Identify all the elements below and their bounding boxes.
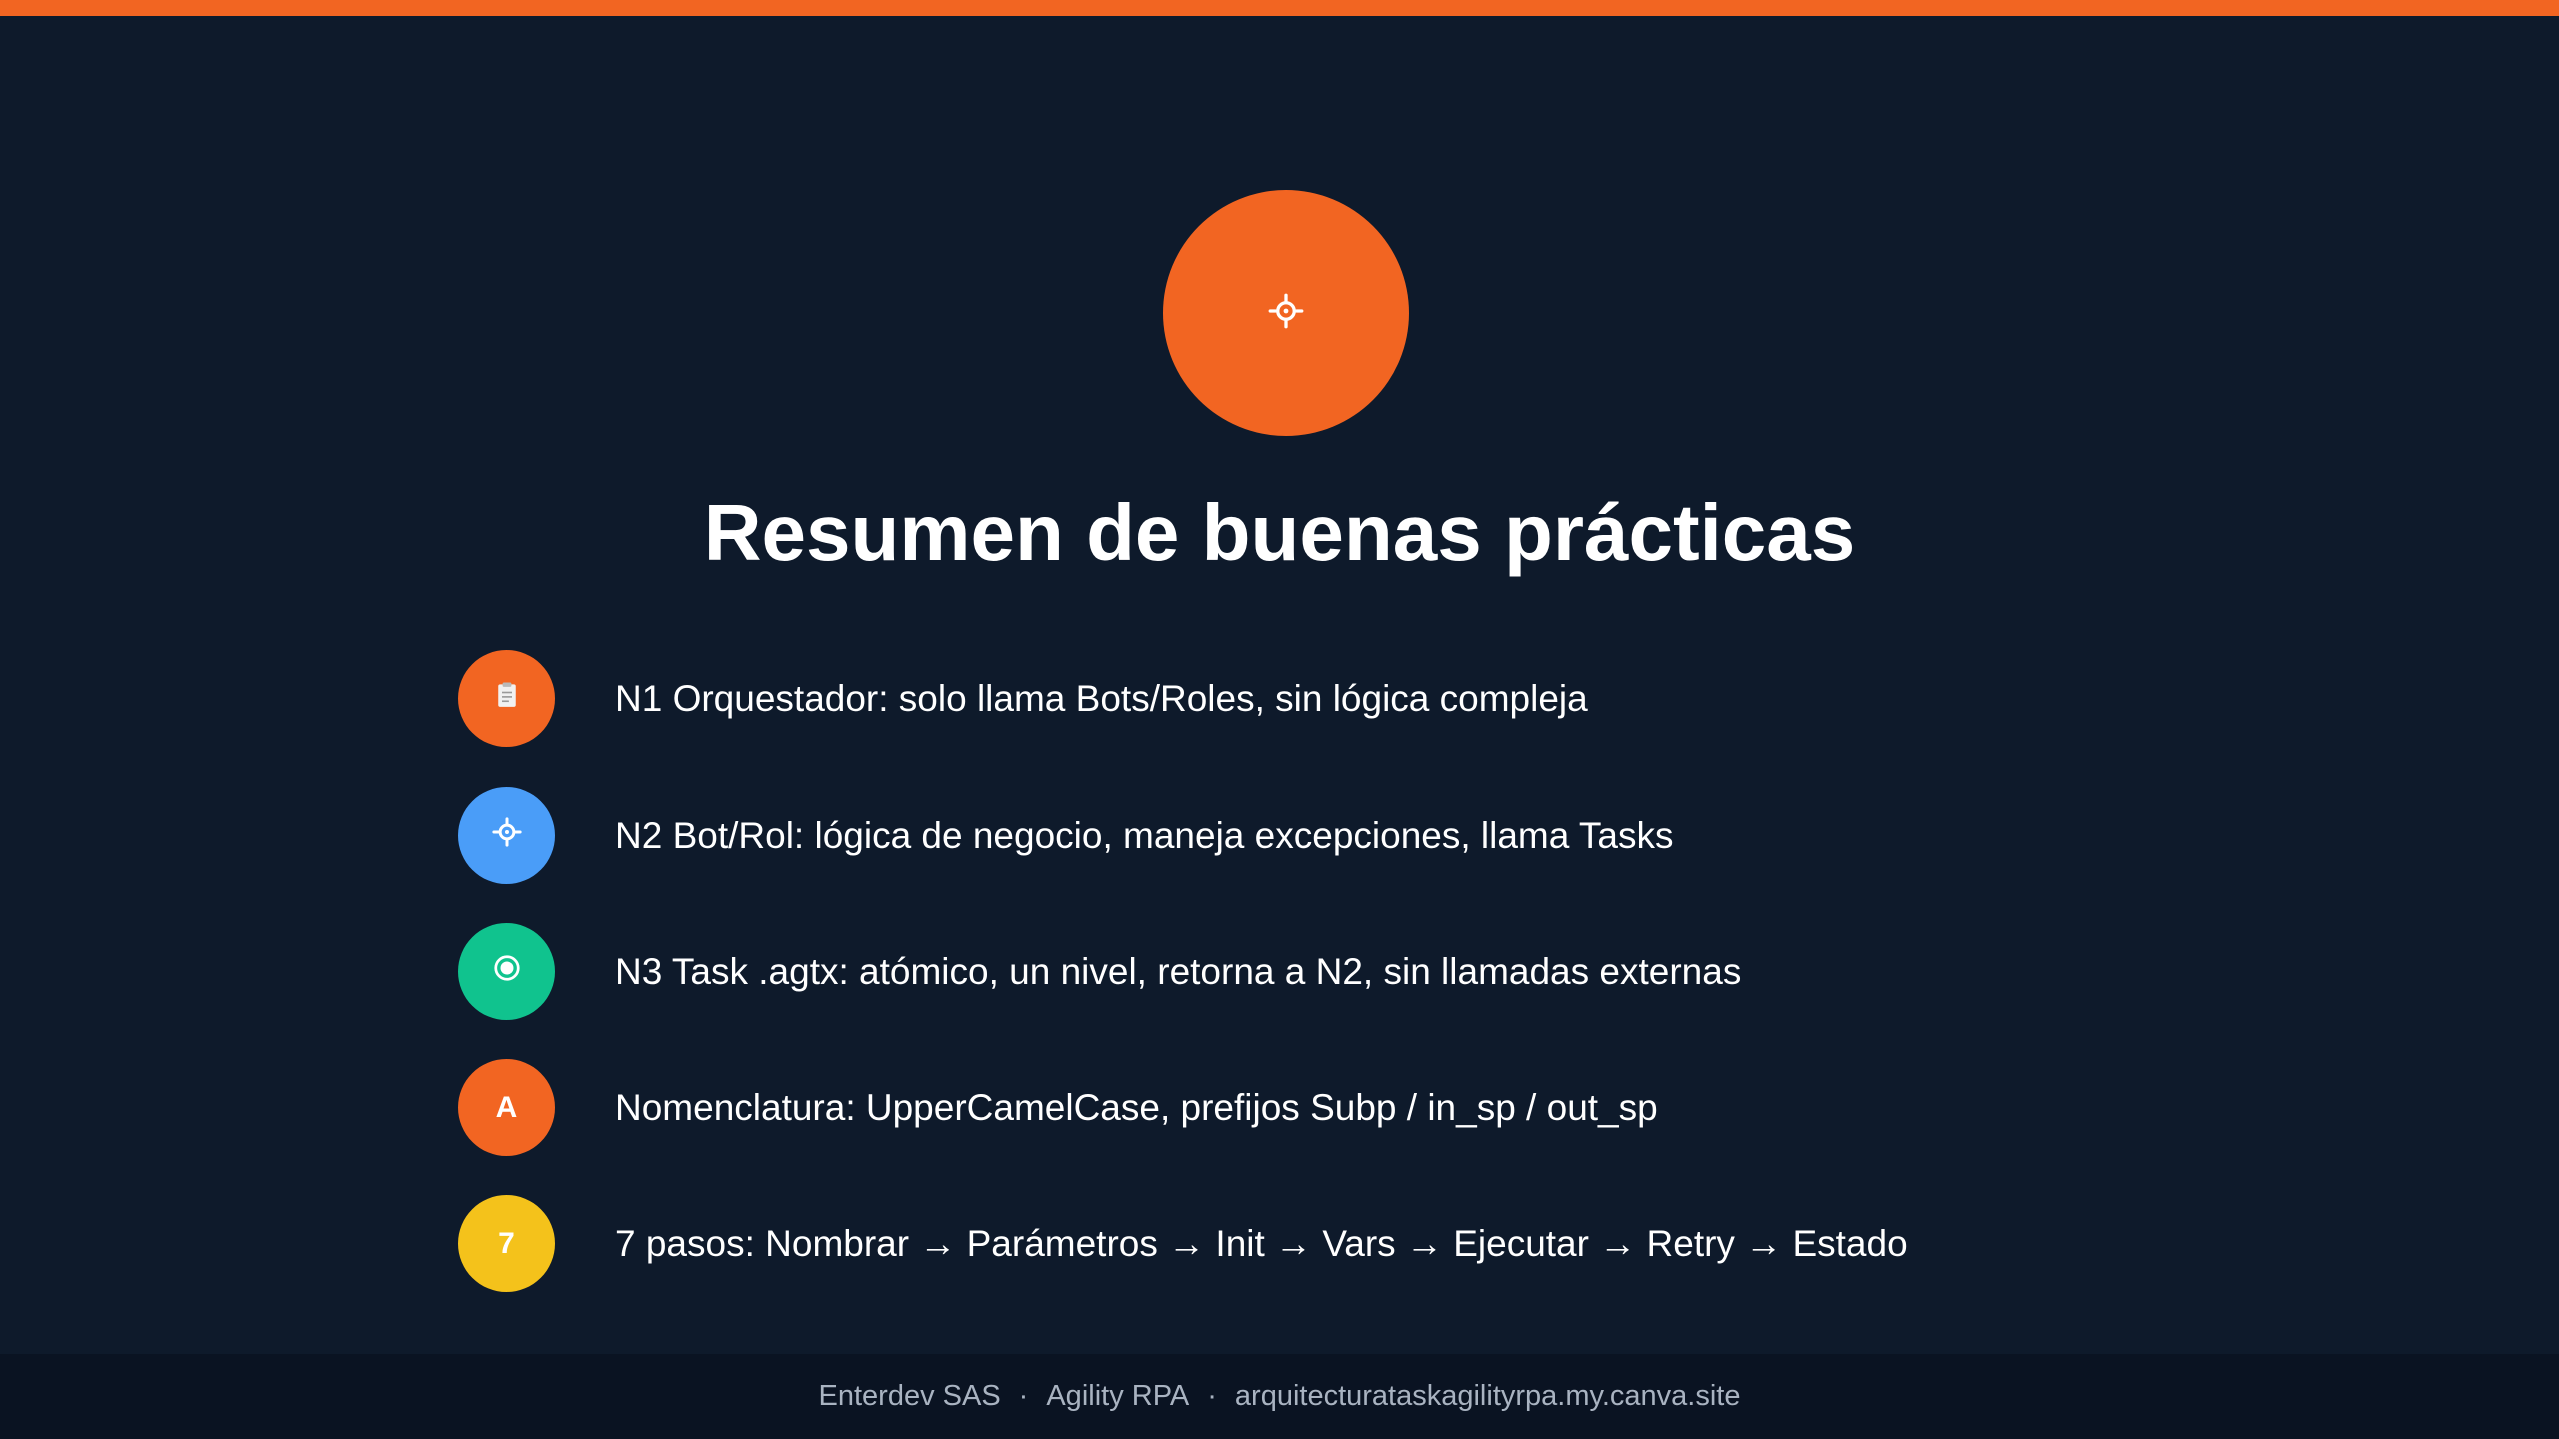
item-text: Nomenclatura: UpperCamelCase, prefijos Subp / in_sp / out_sp bbox=[615, 1086, 1658, 1128]
footer-separator: · bbox=[1207, 1380, 1217, 1412]
footer-separator: · bbox=[1018, 1380, 1029, 1412]
gear-icon bbox=[492, 817, 522, 855]
footer-url: arquitecturataskagilityrpa.my.canva.site bbox=[1234, 1380, 1741, 1412]
clipboard-icon bbox=[492, 680, 522, 718]
item-badge: A bbox=[458, 1059, 555, 1156]
list-item bbox=[458, 787, 2158, 884]
footer-company: Enterdev SAS bbox=[818, 1380, 1001, 1412]
item-text: 7 pasos: Nombrar → Parámetros → Init → Vars → Ejecutar → Retry → Estado bbox=[615, 1222, 1908, 1264]
slide-title: Resumen de buenas prácticas bbox=[703, 488, 1856, 577]
gear-icon bbox=[1268, 293, 1304, 334]
list-item bbox=[458, 923, 2158, 1020]
item-badge bbox=[458, 923, 555, 1020]
item-badge: 7 bbox=[458, 1195, 555, 1292]
list-item bbox=[458, 1059, 2158, 1156]
top-accent-bar bbox=[0, 0, 2559, 16]
item-badge bbox=[458, 650, 555, 747]
list-item bbox=[458, 650, 2158, 747]
item-text: N1 Orquestador: solo llama Bots/Roles, sin lógica compleja bbox=[615, 677, 1588, 719]
item-text: N3 Task .agtx: atómico, un nivel, retorna a N2, sin llamadas externas bbox=[615, 950, 1742, 992]
item-badge bbox=[458, 787, 555, 884]
radio-dot-icon bbox=[492, 953, 522, 991]
footer-product: Agility RPA bbox=[1046, 1380, 1190, 1412]
list-item bbox=[458, 1195, 2158, 1292]
footer bbox=[0, 1354, 2559, 1439]
item-text: N2 Bot/Rol: lógica de negocio, maneja excepciones, llama Tasks bbox=[615, 814, 1674, 856]
hero-gear-badge bbox=[1163, 190, 1409, 436]
